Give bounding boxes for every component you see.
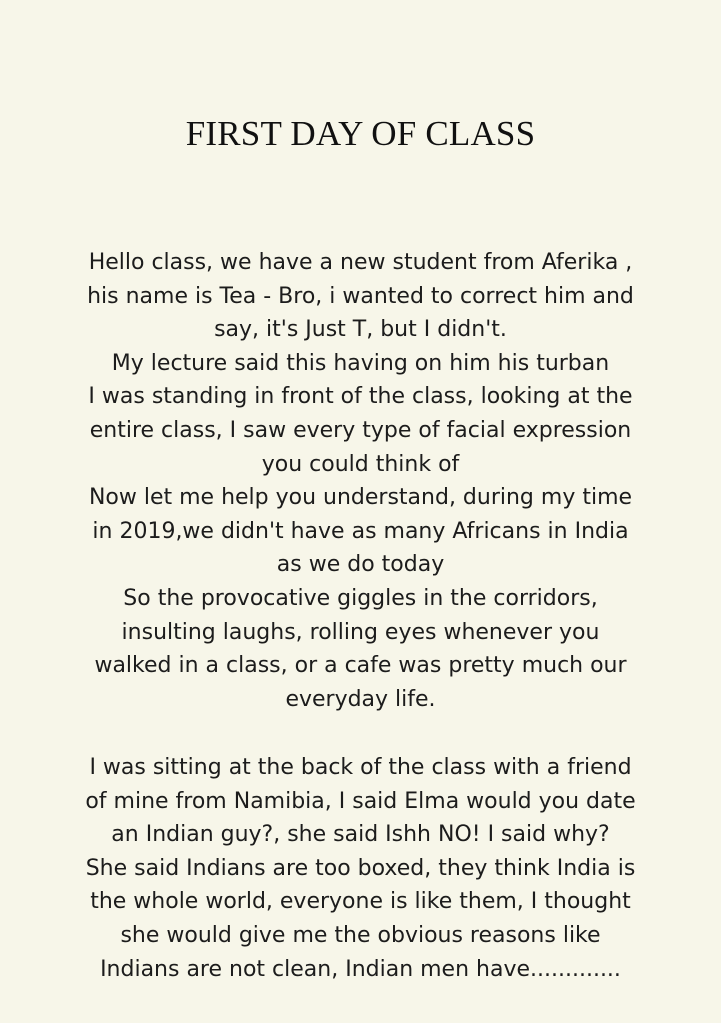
paragraph-2 [70, 751, 651, 986]
text-line: Now let me help you understand, during my time [88, 485, 633, 511]
text-line: She said Indians are too boxed, they think India is [85, 855, 636, 881]
text-line: in 2019,we didn't have as many Africans in India [92, 518, 629, 544]
text-line: say, it's Just T, but I didn't. [214, 317, 507, 343]
text-line: of mine from Namibia, I said Elma would you date [85, 788, 636, 814]
text-line: the whole world, everyone is like them, I thought [90, 889, 631, 915]
text-line: So the provocative giggles in the corridors, [123, 585, 598, 611]
text-line: entire class, I saw every type of facial expression [89, 417, 632, 443]
paragraph-1 [70, 246, 651, 716]
text-line: you could think of [261, 451, 460, 477]
text-line: I was sitting at the back of the class with a friend [89, 755, 632, 780]
text-line: she would give me the obvious reasons like [120, 922, 601, 948]
text-line: I was standing in front of the class, looking at the [88, 384, 633, 410]
text-line: My lecture said this having on him his turban [111, 350, 610, 376]
page-title: FIRST DAY OF CLASS [185, 114, 536, 153]
text-line: Hello class, we have a new student from Aferika , [88, 250, 633, 275]
text-line: Indians are not clean, Indian men have............. [100, 956, 621, 982]
text-line: as we do today [276, 552, 445, 578]
text-line: insulting laughs, rolling eyes whenever you [121, 619, 600, 645]
text-line: walked in a class, or a cafe was pretty much our [94, 653, 627, 679]
text-line: everyday life. [285, 686, 436, 712]
text-line: his name is Tea - Bro, i wanted to correct him and [87, 283, 634, 309]
text-line: an Indian guy?, she said Ishh NO! I said why? [111, 822, 610, 848]
